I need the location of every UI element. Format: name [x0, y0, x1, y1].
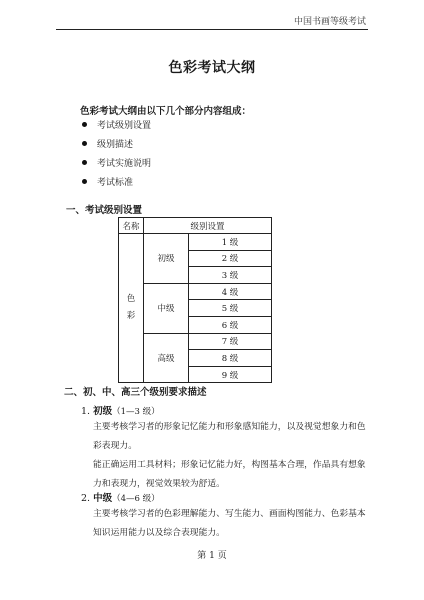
- level-table: [118, 217, 272, 383]
- bullet-icon: [82, 160, 87, 165]
- list-item: [80, 115, 151, 133]
- item-range: （1—3 级）: [112, 407, 160, 417]
- list-item: [80, 153, 151, 171]
- contents-list: [80, 114, 151, 190]
- item-label: 初级: [93, 406, 113, 417]
- item-label: 中级: [93, 493, 113, 504]
- bullet-icon: [82, 122, 87, 127]
- list-item: [80, 134, 151, 152]
- table-header-row: [119, 218, 272, 234]
- section-heading-levels: 一、考试级别设置: [66, 205, 143, 216]
- subject-char: 彩: [126, 311, 136, 322]
- tier-cell: 初级: [144, 234, 189, 284]
- level-cell: 5 级: [189, 300, 272, 317]
- level-cell: 3 级: [189, 267, 272, 284]
- list-item-label: 考试实施说明: [97, 158, 152, 169]
- section-heading-descriptions: 二、初、中、高三个级别要求描述: [64, 387, 207, 398]
- document-title: 色彩考试大纲: [168, 60, 256, 76]
- level-cell: 9 级: [189, 366, 272, 383]
- page-number: 第 1 页: [197, 551, 227, 561]
- list-item-label: 级别描述: [97, 139, 134, 150]
- header-divider: [56, 29, 368, 30]
- tier-cell: 高级: [144, 333, 189, 383]
- bullet-icon: [82, 141, 87, 146]
- item-number: 2.: [81, 493, 91, 504]
- paragraph: 能正确运用工具材料；形象记忆能力好，构图基本合理，作品具有想象力和表现力，视觉效果较为舒适。: [93, 460, 366, 489]
- level-cell: 4 级: [189, 283, 272, 300]
- list-item-label: 考试标准: [97, 177, 134, 188]
- level-cell: 7 级: [189, 333, 272, 350]
- item-range: （4—6 级）: [112, 494, 160, 504]
- header-title: 中国书画等级考试: [293, 17, 366, 27]
- bullet-icon: [82, 179, 87, 184]
- level-item-beginner: [81, 403, 160, 417]
- subject-cell: [119, 234, 144, 383]
- header-name-cell: 名称: [119, 218, 144, 234]
- item-number: 1.: [81, 406, 91, 417]
- level-cell: 1 级: [189, 234, 272, 251]
- level-cell: 6 级: [189, 316, 272, 333]
- level-cell: 2 级: [189, 250, 272, 267]
- list-item-label: 考试级别设置: [97, 120, 152, 131]
- list-item: [80, 172, 151, 190]
- header-levels-cell: 级别设置: [144, 218, 272, 234]
- paragraph: 主要考核学习者的形象记忆能力和形象感知能力，以及视觉想象力和色彩表现力。: [93, 422, 366, 451]
- level-cell: 8 级: [189, 350, 272, 367]
- tier-cell: 中级: [144, 283, 189, 333]
- intro-text: 色彩考试大纲由以下几个部分内容组成：: [80, 106, 252, 117]
- level-item-intermediate: [81, 490, 160, 504]
- table-row: [119, 234, 272, 251]
- subject-char: 色: [126, 294, 136, 305]
- paragraph: 主要考核学习者的色彩理解能力、写生能力、画面构图能力、色彩基本知识运用能力以及综合表现能力。: [93, 509, 366, 538]
